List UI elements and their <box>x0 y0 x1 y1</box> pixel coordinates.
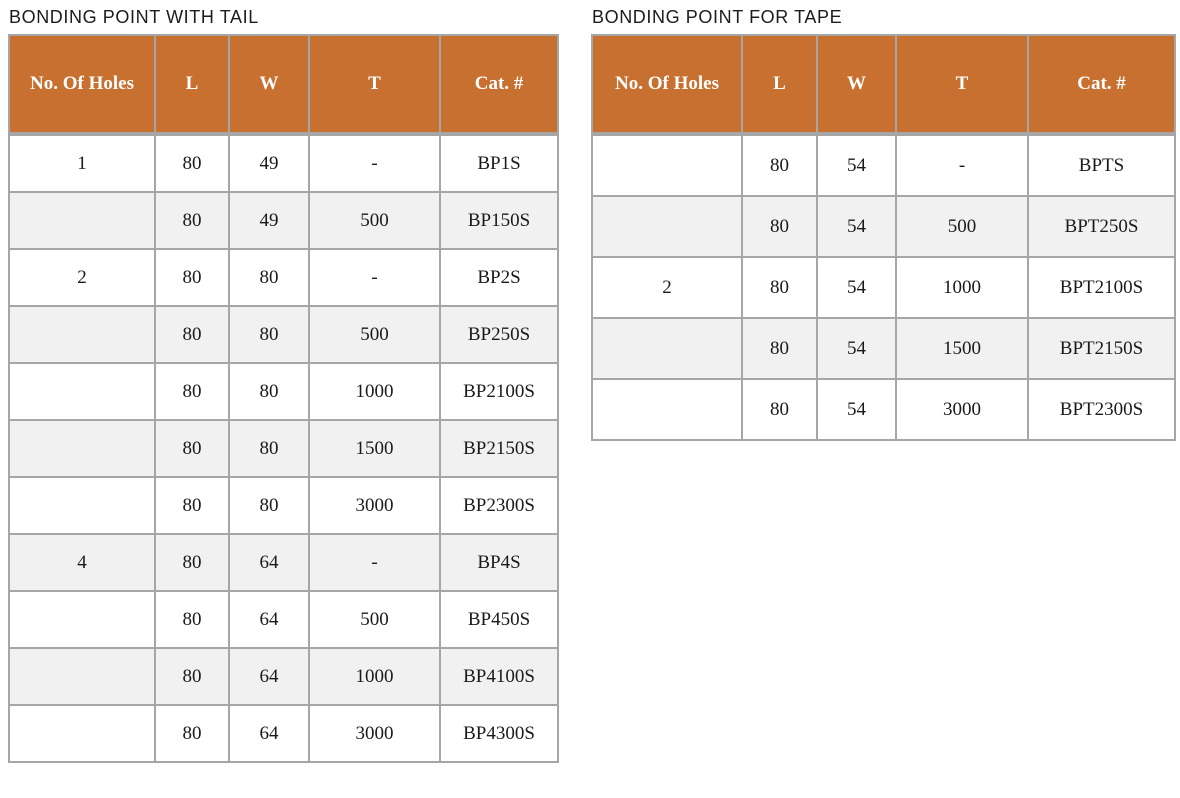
table-cell: BP4300S <box>440 705 558 762</box>
bonding-point-for-tape-table <box>591 34 1176 441</box>
column-header-w: W <box>817 35 896 134</box>
table-cell: 54 <box>817 196 896 257</box>
header-row <box>592 35 1175 134</box>
table-cell: BP450S <box>440 591 558 648</box>
table-cell <box>9 591 155 648</box>
table-cell: 80 <box>229 306 309 363</box>
table-cell: 80 <box>155 363 229 420</box>
table-cell: BP4100S <box>440 648 558 705</box>
table-row <box>592 318 1175 379</box>
header-row <box>9 35 558 134</box>
table-cell: 64 <box>229 705 309 762</box>
table-row <box>592 257 1175 318</box>
table-row <box>9 249 558 306</box>
table-cell: 1 <box>9 134 155 192</box>
table-cell: 1000 <box>309 363 440 420</box>
table-row <box>9 648 558 705</box>
table-cell: 3000 <box>896 379 1028 440</box>
bonding-point-with-tail-section <box>8 4 557 763</box>
table-cell <box>592 196 742 257</box>
table-cell: 80 <box>742 379 817 440</box>
table-cell: BP2100S <box>440 363 558 420</box>
table-cell: 3000 <box>309 477 440 534</box>
column-header-cat: Cat. # <box>1028 35 1175 134</box>
column-header-t: T <box>896 35 1028 134</box>
table-cell: BP150S <box>440 192 558 249</box>
table-cell: BPTS <box>1028 134 1175 196</box>
table-cell: - <box>309 534 440 591</box>
table-cell: 80 <box>155 477 229 534</box>
table-cell: 80 <box>229 363 309 420</box>
table-row <box>9 420 558 477</box>
table-cell: BPT2150S <box>1028 318 1175 379</box>
table-cell: 64 <box>229 534 309 591</box>
table-cell <box>9 192 155 249</box>
table-cell: 500 <box>896 196 1028 257</box>
table-row <box>9 591 558 648</box>
table-row <box>9 534 558 591</box>
table-cell: BP1S <box>440 134 558 192</box>
table-row <box>9 306 558 363</box>
table-cell: 80 <box>155 192 229 249</box>
table-cell <box>592 318 742 379</box>
table-cell: BP2150S <box>440 420 558 477</box>
table-cell: BP2S <box>440 249 558 306</box>
table-cell: 1500 <box>309 420 440 477</box>
table-cell: 500 <box>309 306 440 363</box>
column-header-t: T <box>309 35 440 134</box>
table-row <box>9 477 558 534</box>
table-cell: 80 <box>742 196 817 257</box>
table-cell: - <box>309 134 440 192</box>
bonding-point-for-tape-section <box>591 4 1174 441</box>
table-cell: 80 <box>155 249 229 306</box>
table-cell: 80 <box>155 134 229 192</box>
column-header-l: L <box>742 35 817 134</box>
table-cell <box>592 379 742 440</box>
table-cell: 54 <box>817 379 896 440</box>
table-cell <box>9 363 155 420</box>
table-row <box>592 379 1175 440</box>
table-cell: 80 <box>229 477 309 534</box>
table-row <box>9 192 558 249</box>
column-header-no-of-holes: No. Of Holes <box>9 35 155 134</box>
table-cell: BPT250S <box>1028 196 1175 257</box>
table-cell: 500 <box>309 192 440 249</box>
table-cell: 80 <box>742 134 817 196</box>
table-cell: 80 <box>155 306 229 363</box>
table-cell: 80 <box>155 420 229 477</box>
table-cell: - <box>896 134 1028 196</box>
table-cell: 54 <box>817 257 896 318</box>
table-cell: BP2300S <box>440 477 558 534</box>
table-cell: 54 <box>817 134 896 196</box>
table-cell: 54 <box>817 318 896 379</box>
column-header-cat: Cat. # <box>440 35 558 134</box>
table-cell: BP250S <box>440 306 558 363</box>
table-cell <box>9 306 155 363</box>
table-cell: 4 <box>9 534 155 591</box>
table-cell: 500 <box>309 591 440 648</box>
table-cell: - <box>309 249 440 306</box>
table-cell: 64 <box>229 591 309 648</box>
table-row <box>9 134 558 192</box>
table-title-with-tail: BONDING POINT WITH TAIL <box>9 7 259 27</box>
table-cell <box>9 648 155 705</box>
table-cell: 49 <box>229 192 309 249</box>
table-cell <box>9 705 155 762</box>
table-cell: 80 <box>155 648 229 705</box>
table-cell: 80 <box>742 257 817 318</box>
table-cell: BP4S <box>440 534 558 591</box>
table-row <box>592 134 1175 196</box>
table-cell <box>592 134 742 196</box>
table-cell: 3000 <box>309 705 440 762</box>
table-cell: 80 <box>155 591 229 648</box>
table-cell: 80 <box>229 420 309 477</box>
table-row <box>9 705 558 762</box>
table-cell: 80 <box>742 318 817 379</box>
table-cell: BPT2100S <box>1028 257 1175 318</box>
table-cell: 64 <box>229 648 309 705</box>
column-header-w: W <box>229 35 309 134</box>
table-cell <box>9 420 155 477</box>
column-header-l: L <box>155 35 229 134</box>
table-row <box>592 196 1175 257</box>
table-row <box>9 363 558 420</box>
table-cell: 1000 <box>309 648 440 705</box>
table-cell: 1000 <box>896 257 1028 318</box>
table-cell: 80 <box>155 534 229 591</box>
table-cell: 1500 <box>896 318 1028 379</box>
table-title-for-tape: BONDING POINT FOR TAPE <box>592 7 843 27</box>
table-cell: 2 <box>592 257 742 318</box>
bonding-point-with-tail-table <box>8 34 559 763</box>
table-cell: 80 <box>229 249 309 306</box>
table-cell <box>9 477 155 534</box>
table-cell: BPT2300S <box>1028 379 1175 440</box>
table-cell: 2 <box>9 249 155 306</box>
table-cell: 49 <box>229 134 309 192</box>
column-header-no-of-holes: No. Of Holes <box>592 35 742 134</box>
table-cell: 80 <box>155 705 229 762</box>
